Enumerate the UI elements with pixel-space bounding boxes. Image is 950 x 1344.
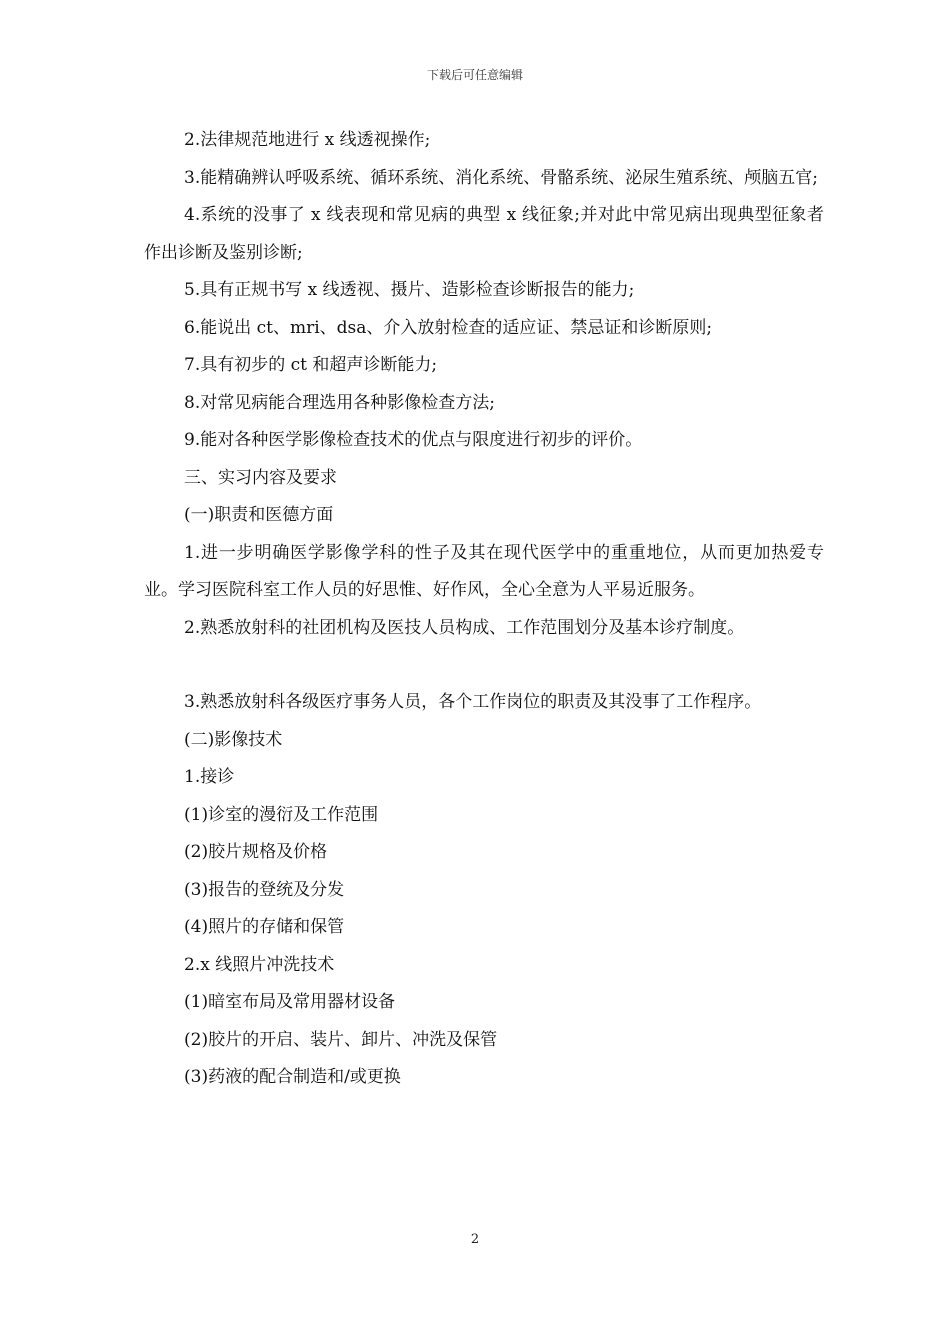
section-heading: 三、实习内容及要求	[184, 467, 337, 488]
subsection-heading: (二)影像技术	[184, 729, 283, 750]
paragraph: 5.具有正规书写 x 线透视、摄片、造影检查诊断报告的能力;	[184, 280, 635, 300]
blank-line	[144, 647, 824, 684]
paragraph: 2.熟悉放射科的社团机构及医技人员构成、工作范围划分及基本诊疗制度。	[184, 617, 745, 638]
paragraph: 9.能对各种医学影像检查技术的优点与限度进行初步的评价。	[184, 430, 643, 450]
list-item: (4)照片的存储和保管	[184, 917, 345, 937]
list-item: (1)诊室的漫衍及工作范围	[184, 804, 379, 825]
document-body	[144, 122, 824, 1097]
list-item: (1)暗室布局及常用器材设备	[184, 992, 396, 1012]
subsection-heading: (一)职责和医德方面	[184, 505, 334, 525]
paragraph: 4.系统的没事了 x 线表现和常见病的典型 x 线征象;并对此中常见病出现典型征象者作出诊断及鉴别诊断;	[144, 205, 824, 263]
list-heading: 2.x 线照片冲洗技术	[184, 954, 335, 975]
list-item: (2)胶片的开启、装片、卸片、冲洗及保管	[184, 1029, 498, 1050]
paragraph: 3.熟悉放射科各级医疗事务人员，各个工作岗位的职责及其没事了工作程序。	[184, 692, 762, 712]
list-item: (3)药液的配合制造和/或更换	[184, 1067, 401, 1087]
page-header: 下载后可任意编辑	[426, 68, 523, 82]
page-number: 2	[470, 1232, 480, 1247]
paragraph: 2.法律规范地进行 x 线透视操作;	[184, 130, 431, 150]
paragraph: 8.对常见病能合理选用各种影像检查方法;	[184, 392, 495, 413]
paragraph: 7.具有初步的 ct 和超声诊断能力;	[184, 355, 438, 375]
paragraph: 6.能说出 ct、mri、dsa、介入放射检查的适应证、禁忌证和诊断原则;	[184, 317, 713, 338]
list-heading: 1.接诊	[184, 767, 235, 787]
list-item: (2)胶片规格及价格	[184, 842, 328, 862]
paragraph: 3.能精确辨认呼吸系统、循环系统、消化系统、骨骼系统、泌尿生殖系统、颅脑五官;	[184, 167, 818, 188]
list-item: (3)报告的登统及分发	[184, 879, 345, 900]
paragraph: 1.进一步明确医学影像学科的性子及其在现代医学中的重重地位，从而更加热爱专业。学习医院科室工作人员的好思惟、好作风，全心全意为人平易近服务。	[144, 542, 824, 600]
